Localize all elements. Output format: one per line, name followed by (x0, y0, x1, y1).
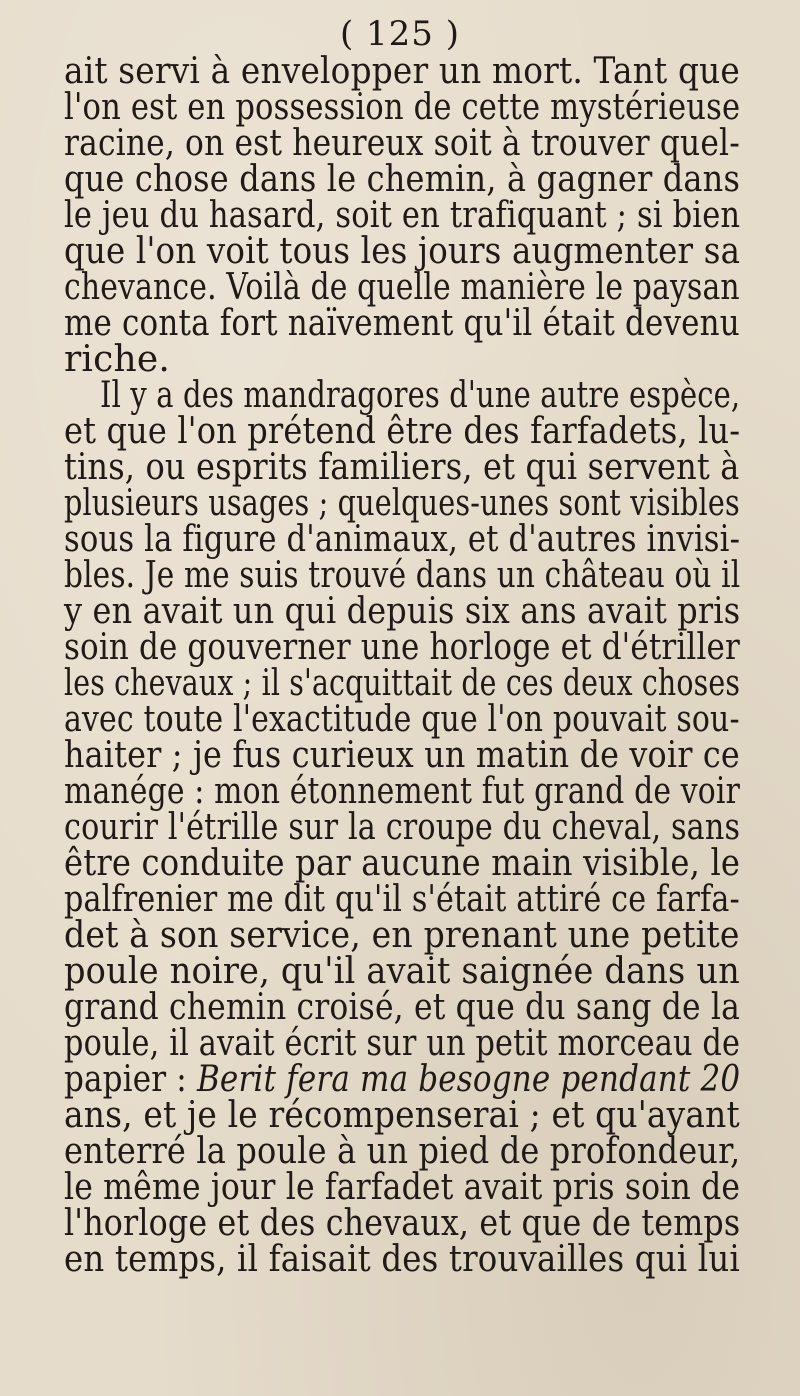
text-line: et que l'on prétend être des farfadets, lu- (64, 411, 741, 452)
text-line-with-quote (64, 1060, 740, 1100)
text-line: que chose dans le chemin, à gagner dans (64, 159, 741, 200)
text-line: courir l'étrille sur la croupe du cheval, sans (64, 807, 741, 848)
text-line: plusieurs usages ; quelques-unes sont visibles (64, 483, 740, 524)
text-line: bles. Je me suis trouvé dans un château où il (64, 555, 741, 596)
quote-intro: papier : (64, 1059, 187, 1100)
text-line: racine, on est heureux soit à trouver quel- (64, 123, 740, 164)
text-line: enterré la poule à un pied de profondeur, (64, 1131, 741, 1172)
page-number: ( 125 ) (339, 14, 461, 54)
text-line: me conta fort naïvement qu'il était devenu (64, 303, 740, 344)
text-line: les chevaux ; il s'acquittait de ces deux choses (64, 663, 741, 704)
text-line: sous la figure d'animaux, et d'autres invisi- (64, 519, 741, 560)
text-line: être conduite par aucune main visible, le (64, 843, 741, 884)
text-line: det à son service, en prenant une petite (64, 915, 740, 956)
text-line: que l'on voit tous les jours augmenter sa (64, 231, 741, 272)
text-line: palfrenier me dit qu'il s'était attiré ce farfa- (64, 879, 740, 920)
text-line: tins, ou esprits familiers, et qui servent à (64, 447, 740, 488)
text-line: ans, et je le récompenserai ; et qu'ayant (64, 1095, 740, 1136)
text-line: poule noire, qu'il avait saignée dans un (64, 951, 740, 992)
text-line: l'on est en possession de cette mystérieuse (64, 87, 741, 128)
text-line: en temps, il faisait des trouvailles qui lui (64, 1239, 740, 1280)
text-line: y en avait un qui depuis six ans avait pris (64, 591, 741, 632)
text-line: grand chemin croisé, et que du sang de la (64, 987, 740, 1028)
text-line: soin de gouverner une horloge et d'étriller (64, 627, 740, 668)
text-line: ait servi à envelopper un mort. Tant que (64, 51, 740, 92)
text-line: haiter ; je fus curieux un matin de voir ce (64, 735, 740, 776)
text-line: le jeu du hasard, soit en trafiquant ; si bien (64, 195, 741, 236)
text-line: avec toute l'exactitude que l'on pouvait sou- (64, 699, 740, 740)
text-line: chevance. Voilà de quelle manière le paysan (64, 267, 740, 308)
text-line: le même jour le farfadet avait pris soin de (64, 1167, 741, 1208)
text-line: manége : mon étonnement fut grand de voir (64, 771, 741, 812)
text-line: poule, il avait écrit sur un petit morceau de (64, 1023, 741, 1064)
text-line: l'horloge et des chevaux, et que de temps (64, 1203, 741, 1244)
italic-quote: Berit fera ma besogne pendant 20 (196, 1059, 741, 1100)
text-line: riche. (64, 339, 171, 380)
paragraph-start-line: Il y a des mandragores d'une autre espèce, (100, 375, 741, 416)
